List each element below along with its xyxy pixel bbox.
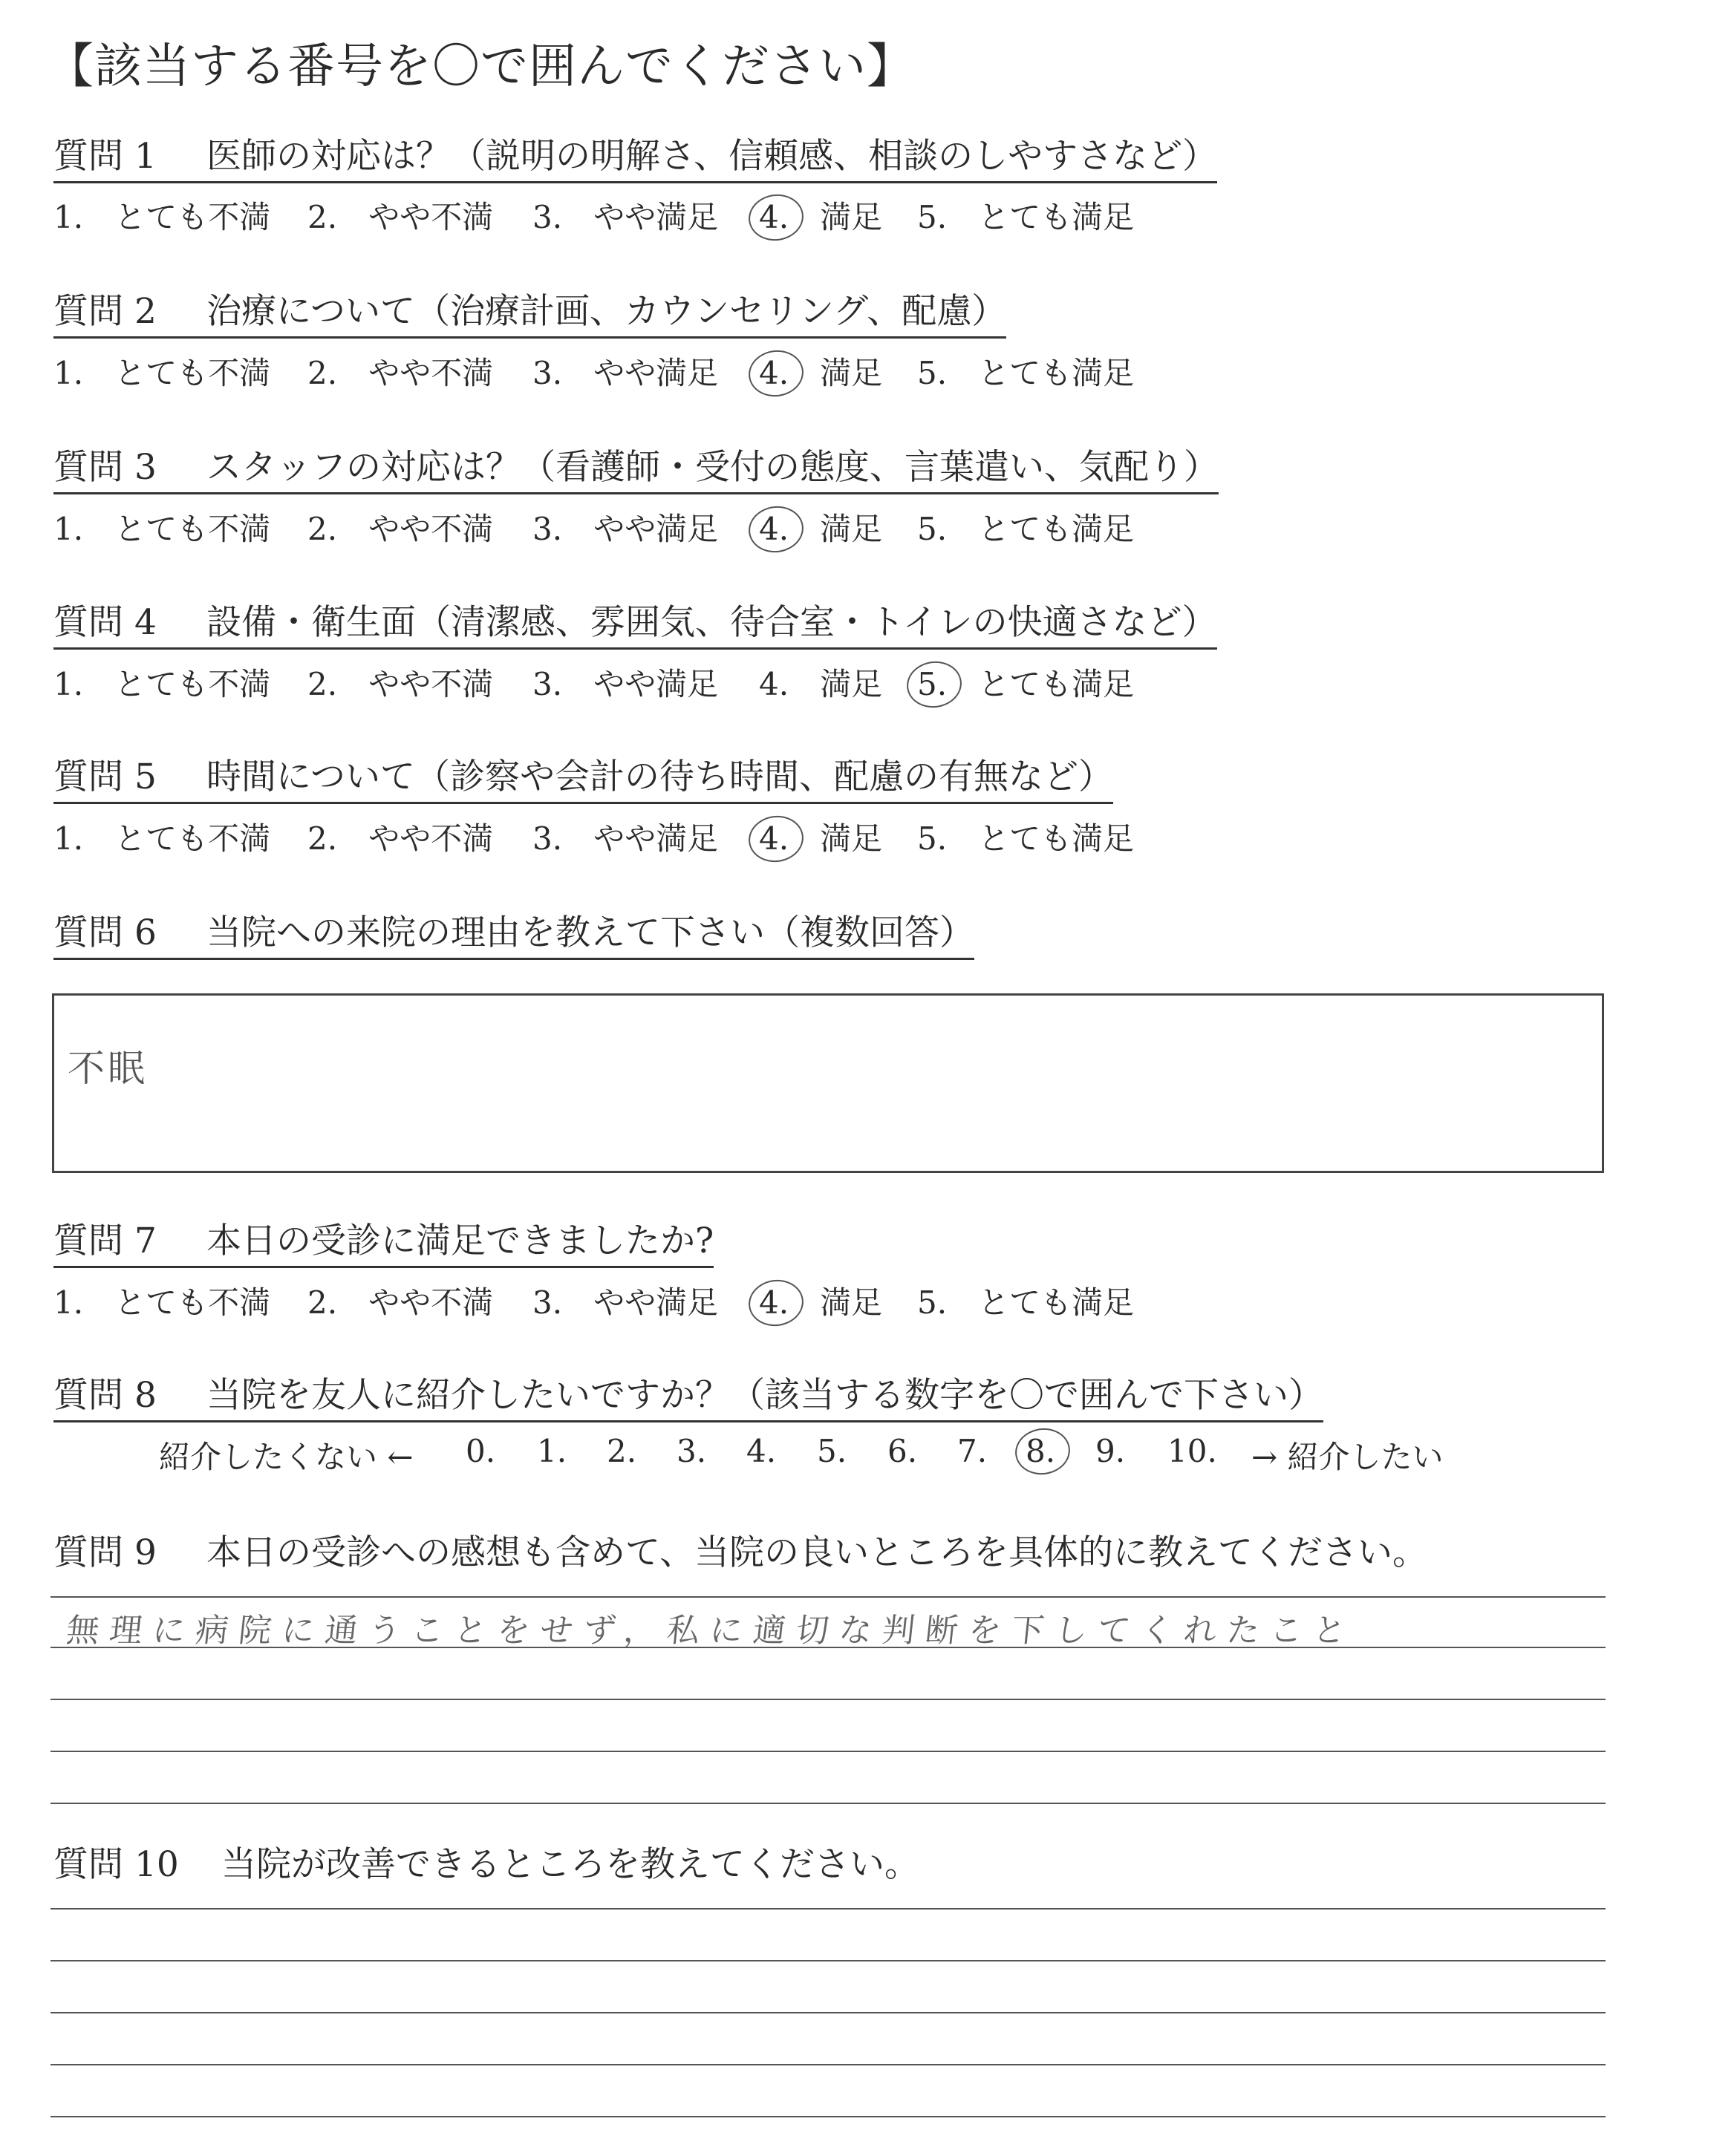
answer-line	[50, 2012, 1606, 2013]
answer-line	[50, 1908, 1606, 1910]
scale-value-5[interactable]: 5.	[817, 1433, 847, 1469]
option-3[interactable]: 3. やや満足	[532, 355, 719, 391]
question-text: 本日の受診に満足できましたか?	[206, 1221, 714, 1261]
option-5-selected[interactable]: 5. とても満足	[917, 666, 1135, 702]
page-title: 【該当する番号を〇で囲んでください】	[46, 39, 915, 94]
option-4-selected[interactable]: 4. 満足	[759, 199, 883, 235]
question-text: スタッフの対応は？（看護師・受付の態度、言葉遣い、気配り）	[206, 447, 1219, 488]
scale-value-6[interactable]: 6.	[887, 1433, 918, 1469]
question-number: 質問 7	[53, 1221, 157, 1261]
question-8-heading	[53, 1376, 1323, 1422]
answer-line	[50, 1699, 1606, 1700]
option-1[interactable]: 1. とても不満	[53, 511, 271, 547]
question-4-heading	[53, 603, 1217, 650]
question-text: 治療について（治療計画、カウンセリング、配慮）	[206, 291, 1007, 332]
option-3[interactable]: 3. やや満足	[532, 511, 719, 547]
option-5[interactable]: 5. とても満足	[917, 1284, 1135, 1321]
option-5[interactable]: 5. とても満足	[917, 199, 1135, 235]
question-text: 本日の受診への感想も含めて、当院の良いところを具体的に教えてください。	[206, 1532, 1428, 1573]
option-5[interactable]: 5. とても満足	[917, 511, 1135, 547]
option-2[interactable]: 2. やや不満	[307, 199, 494, 235]
scale-left-label: 紹介したくない ←	[159, 1439, 414, 1475]
question-5-heading	[53, 757, 1113, 804]
answer-line	[50, 1596, 1606, 1598]
answer-line	[50, 1751, 1606, 1752]
scale-value-0[interactable]: 0.	[466, 1433, 496, 1469]
option-2[interactable]: 2. やや不満	[307, 355, 494, 391]
question-text: 医師の対応は？（説明の明解さ、信頼感、相談のしやすさなど）	[206, 136, 1218, 177]
scale-value-1[interactable]: 1.	[537, 1433, 567, 1469]
scale-value-3[interactable]: 3.	[677, 1433, 707, 1469]
answer-line	[50, 2116, 1606, 2117]
option-3[interactable]: 3. やや満足	[532, 820, 719, 857]
question-7-heading	[53, 1221, 714, 1268]
option-1[interactable]: 1. とても不満	[53, 1284, 271, 1321]
handwritten-answer: 無理に病院に通うことをせず，私に適切な判断を下してくれたこと	[64, 1612, 1358, 1650]
question-number: 質問 9	[53, 1532, 157, 1573]
scale-value-10[interactable]: 10.	[1167, 1433, 1217, 1469]
option-4-selected[interactable]: 4. 満足	[759, 355, 883, 391]
option-3[interactable]: 3. やや満足	[532, 1284, 719, 1321]
scale-value-8-selected[interactable]: 8.	[1026, 1433, 1056, 1469]
answer-line	[50, 2064, 1606, 2065]
question-text: 当院を友人に紹介したいですか？（該当する数字を〇で囲んで下さい）	[206, 1375, 1323, 1416]
question-text: 設備・衛生面（清潔感、雰囲気、待合室・トイレの快適さなど）	[206, 602, 1217, 643]
answer-line	[50, 1647, 1606, 1648]
option-4-selected[interactable]: 4. 満足	[759, 1284, 883, 1321]
option-2[interactable]: 2. やや不満	[307, 666, 494, 702]
question-text: 当院が改善できるところを教えてください。	[221, 1844, 919, 1885]
option-2[interactable]: 2. やや不満	[307, 511, 494, 547]
option-4[interactable]: 4. 満足	[759, 666, 883, 702]
option-4-selected[interactable]: 4. 満足	[759, 511, 883, 547]
question-number: 質問 10	[53, 1844, 179, 1885]
question-9-heading	[53, 1533, 1427, 1578]
question-number: 質問 6	[53, 912, 157, 953]
question-number: 質問 2	[53, 291, 157, 332]
option-2[interactable]: 2. やや不満	[307, 820, 494, 857]
option-3[interactable]: 3. やや満足	[532, 666, 719, 702]
option-1[interactable]: 1. とても不満	[53, 820, 271, 857]
question-number: 質問 1	[53, 136, 157, 177]
option-1[interactable]: 1. とても不満	[53, 666, 271, 702]
option-3[interactable]: 3. やや満足	[532, 199, 719, 235]
question-6-heading	[53, 913, 974, 960]
question-6-answer-box[interactable]	[52, 993, 1604, 1173]
handwritten-answer: 不眠	[68, 1047, 148, 1090]
question-2-heading	[53, 292, 1006, 339]
question-number: 質問 4	[53, 602, 157, 643]
option-2[interactable]: 2. やや不満	[307, 1284, 494, 1321]
question-number: 質問 8	[53, 1375, 157, 1416]
option-4-selected[interactable]: 4. 満足	[759, 820, 883, 857]
question-number: 質問 5	[53, 757, 157, 797]
scale-value-4[interactable]: 4.	[746, 1433, 777, 1469]
question-3-heading	[53, 448, 1219, 494]
question-10-heading	[53, 1845, 919, 1889]
scale-value-2[interactable]: 2.	[607, 1433, 637, 1469]
answer-line	[50, 1803, 1606, 1804]
scale-value-9[interactable]: 9.	[1095, 1433, 1126, 1469]
question-8-scale	[0, 1433, 1711, 1474]
question-text: 時間について（診察や会計の待ち時間、配慮の有無など）	[206, 757, 1114, 797]
question-text: 当院への来院の理由を教えて下さい（複数回答）	[206, 912, 974, 953]
question-1-heading	[53, 137, 1217, 183]
option-1[interactable]: 1. とても不満	[53, 199, 271, 235]
question-number: 質問 3	[53, 447, 157, 488]
scale-value-7[interactable]: 7.	[957, 1433, 988, 1469]
option-1[interactable]: 1. とても不満	[53, 355, 271, 391]
option-5[interactable]: 5. とても満足	[917, 820, 1135, 857]
answer-line	[50, 1960, 1606, 1961]
scale-right-label: → 紹介したい	[1251, 1439, 1444, 1475]
option-5[interactable]: 5. とても満足	[917, 355, 1135, 391]
